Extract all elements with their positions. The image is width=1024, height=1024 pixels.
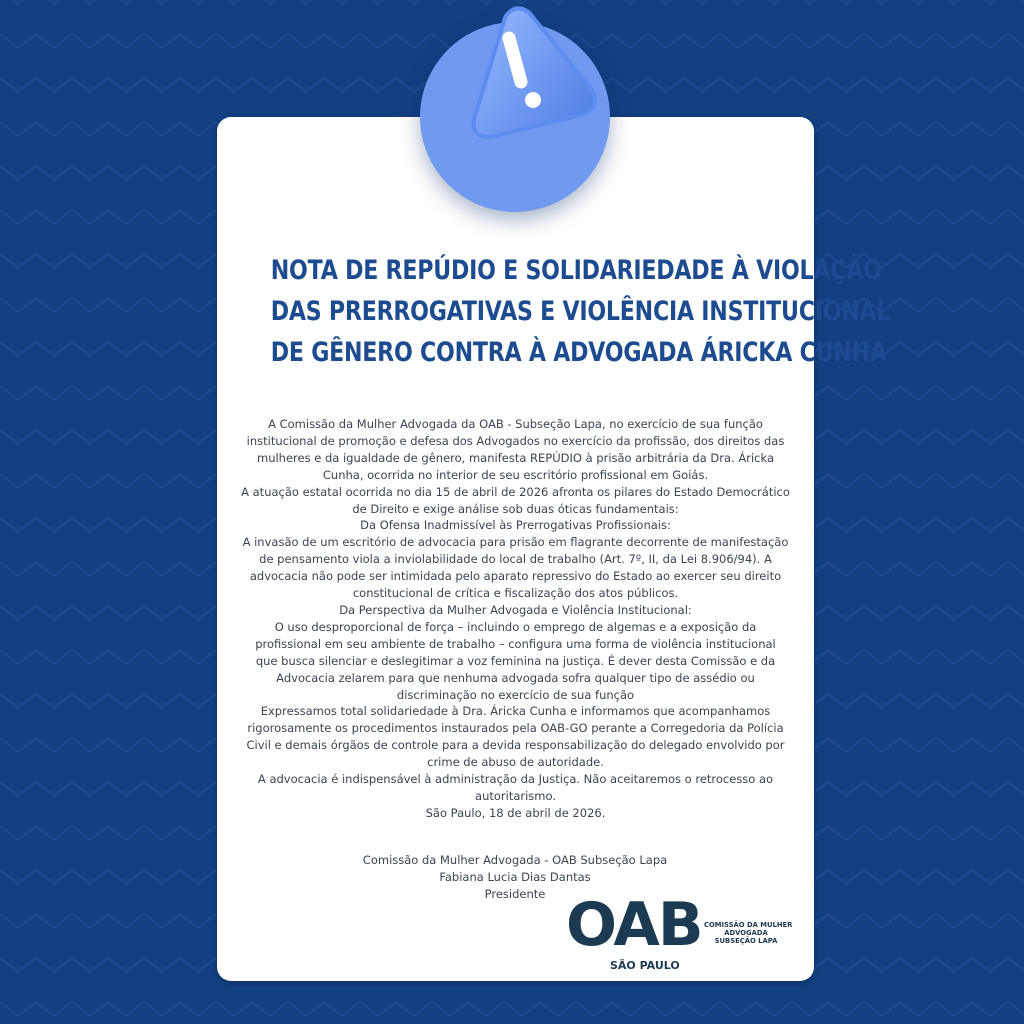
body-line: constitucional de crítica e fiscalização dos atos públicos. xyxy=(352,586,679,601)
oab-commission-line: ADVOGADA xyxy=(724,929,768,937)
body-line: A invasão de um escritório de advocacia para prisão em flagrante decorrente de manifestação xyxy=(242,535,789,550)
notice-body xyxy=(222,416,809,822)
body-line: crime de abuso de autoridade. xyxy=(427,755,604,770)
body-line: A atuação estatal ocorrida no dia 15 de abril de 2026 afronta os pilares do Estado Democrático xyxy=(241,484,790,499)
body-line: O uso desproporcional de força – incluindo o emprego de algemas e a exposição da xyxy=(274,619,757,634)
body-line: A Comissão da Mulher Advogada da OAB - Subseção Lapa, no exercício de sua função xyxy=(268,417,763,431)
oab-logo-letters: OAB xyxy=(566,890,702,960)
body-line: Civil e demais órgãos de controle para a devida responsabilização do delegado envolvido por xyxy=(246,738,785,753)
title-line: NOTA DE REPÚDIO E SOLIDARIEDADE À VIOLAÇÃO xyxy=(270,255,882,286)
body-line: institucional de promoção e defesa dos Advogados no exercício da profissão, dos direitos das xyxy=(246,433,785,448)
body-line: autoritarismo. xyxy=(475,788,556,803)
date-line: São Paulo, 18 de abril de 2026. xyxy=(425,805,606,820)
body-line: rigorosamente os procedimentos instaurados pela OAB-GO perante a Corregedoria da Polícia xyxy=(247,721,784,736)
body-line: Cunha, ocorrida no interior de seu escritório profissional em Goiás. xyxy=(322,467,709,482)
body-line: Advocacia zelarem para que nenhuma advogada sofra qualquer tipo de assédio ou xyxy=(276,670,755,685)
notice-title xyxy=(270,250,891,373)
signature-name: Fabiana Lucia Dias Dantas xyxy=(439,870,591,884)
signature-role: Presidente xyxy=(484,887,546,901)
body-line: Da Perspectiva da Mulher Advogada e Violência Institucional: xyxy=(339,602,692,617)
chevron-line xyxy=(0,1002,1024,1016)
body-line: Expressamos total solidariedade à Dra. Áricka Cunha e informamos que acompanhamos xyxy=(260,704,771,719)
warning-triangle-icon xyxy=(445,0,605,165)
body-line: de Direito e exige análise sob duas óticas fundamentais: xyxy=(352,501,679,516)
oab-logo-city: SÃO PAULO xyxy=(610,959,680,972)
body-line: Da Ofensa Inadmissível às Prerrogativas Profissionais: xyxy=(360,518,671,533)
oab-commission-line: SUBSEÇÃO LAPA xyxy=(714,937,778,945)
title-line: DE GÊNERO CONTRA À ADVOGADA ÁRICKA CUNHA xyxy=(270,337,887,368)
body-line: mulheres e da igualdade de gênero, manifesta REPÚDIO à prisão arbitrária da Dra. Áricka xyxy=(257,450,774,465)
signature-committee: Comissão da Mulher Advogada - OAB Subseção Lapa xyxy=(362,853,668,867)
body-line: de pensamento viola a inviolabilidade do local de trabalho (Art. 7º, II, da Lei 8.906/94). A xyxy=(259,552,772,567)
body-line: A advocacia é indispensável à administração da Justiça. Não aceitaremos o retrocesso ao xyxy=(257,772,774,787)
body-line: discriminação no exercício de sua função xyxy=(396,687,635,702)
body-line: que busca silenciar e deslegitimar a voz feminina na justiça. É dever desta Comissão e da xyxy=(255,653,776,668)
oab-commission-line: COMISSÃO DA MULHER xyxy=(704,921,793,929)
body-line: profissional em seu ambiente de trabalho – configura uma forma de violência institucional xyxy=(255,636,776,651)
oab-logo xyxy=(566,890,793,980)
oab-logo-commission xyxy=(704,921,793,945)
body-line: advocacia não pode ser intimidada pelo aparato repressivo do Estado ao exercer seu direito xyxy=(249,569,782,584)
title-line: DAS PRERROGATIVAS E VIOLÊNCIA INSTITUCIONAL xyxy=(270,296,891,327)
